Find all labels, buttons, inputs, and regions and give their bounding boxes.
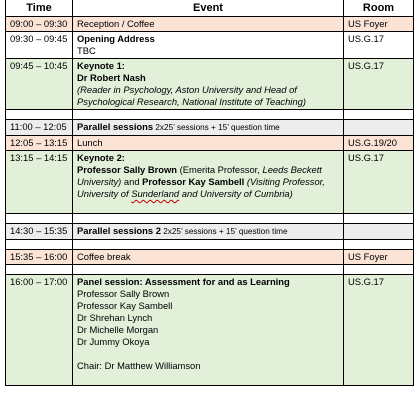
event-title: Keynote 1:	[77, 60, 125, 71]
speaker-affiliation: University of	[77, 188, 132, 199]
table-row	[6, 59, 414, 110]
time-cell: 13:15 – 14:15	[6, 151, 73, 214]
speaker-name: Professor Kay Sambell	[142, 176, 245, 187]
table-header-row	[6, 0, 414, 17]
panelist-name: Professor Sally Brown	[77, 288, 170, 299]
room-cell: US.G.17	[344, 59, 414, 110]
table-row	[6, 136, 414, 151]
room-cell: US Foyer	[344, 17, 414, 32]
speaker-affiliation: (Visiting Professor,	[244, 176, 325, 187]
spacer-row	[6, 110, 414, 120]
speaker-affiliation: Sunderland	[131, 188, 180, 199]
room-cell: US.G.17	[344, 275, 414, 386]
time-cell: 09:00 – 09:30	[6, 17, 73, 32]
event-cell	[73, 32, 344, 59]
event-cell	[73, 224, 344, 240]
spacer-row	[6, 240, 414, 250]
speaker-affiliation: Psychological Research, National Institute of Teaching)	[77, 96, 306, 107]
event-cell	[73, 275, 344, 386]
speaker-affiliation: University)	[77, 176, 122, 187]
event-cell: Lunch	[73, 136, 344, 151]
event-title: Opening Address	[77, 33, 155, 44]
event-cell	[73, 59, 344, 110]
time-cell: 11:00 – 12:05	[6, 120, 73, 136]
time-cell: 09:30 – 09:45	[6, 32, 73, 59]
event-title: Panel session: Assessment for and as Learning	[77, 276, 290, 287]
table-row	[6, 250, 414, 265]
chair-name: Chair: Dr Matthew Williamson	[77, 360, 201, 371]
room-cell: US.G.17	[344, 32, 414, 59]
event-title: Keynote 2:	[77, 152, 125, 163]
table-row	[6, 224, 414, 240]
event-title: Parallel sessions	[77, 121, 154, 132]
room-cell: US.G.17	[344, 151, 414, 214]
header-time: Time	[6, 0, 73, 17]
speaker-affiliation: and University of Cumbria)	[179, 188, 293, 199]
event-subtitle: TBC	[77, 45, 96, 56]
header-room: Room	[344, 0, 414, 17]
event-cell: Reception / Coffee	[73, 17, 344, 32]
panelist-name: Professor Kay Sambell	[77, 300, 173, 311]
event-detail: 2x25’ sessions + 15’ question time	[153, 123, 280, 132]
event-cell	[73, 120, 344, 136]
event-detail: 2x25’ sessions + 15’ question time	[160, 227, 288, 236]
table-row	[6, 151, 414, 214]
time-cell: 15:35 – 16:00	[6, 250, 73, 265]
event-cell	[73, 151, 344, 214]
table-row	[6, 275, 414, 386]
room-cell: US.G.19/20	[344, 136, 414, 151]
event-title: Parallel sessions 2	[77, 225, 161, 236]
speaker-affiliation: Leeds Beckett	[262, 164, 322, 175]
table-row	[6, 120, 414, 136]
conjunction: and	[121, 176, 143, 187]
speaker-name: Dr Robert Nash	[77, 72, 146, 83]
time-cell: 09:45 – 10:45	[6, 59, 73, 110]
header-event: Event	[73, 0, 344, 17]
time-cell: 14:30 – 15:35	[6, 224, 73, 240]
room-cell	[344, 120, 414, 136]
room-cell: US Foyer	[344, 250, 414, 265]
panelist-name: Dr Shrehan Lynch	[77, 312, 153, 323]
speaker-affiliation: (Emerita Professor,	[177, 164, 263, 175]
panelist-name: Dr Michelle Morgan	[77, 324, 159, 335]
event-cell: Coffee break	[73, 250, 344, 265]
time-cell: 12:05 – 13:15	[6, 136, 73, 151]
table-row	[6, 32, 414, 59]
table-row	[6, 17, 414, 32]
spacer-row	[6, 214, 414, 224]
schedule-table	[5, 0, 414, 386]
room-cell	[344, 224, 414, 240]
speaker-affiliation: (Reader in Psychology, Aston University and Head of	[77, 84, 297, 95]
speaker-name: Professor Sally Brown	[77, 164, 178, 175]
spacer-row	[6, 265, 414, 275]
time-cell: 16:00 – 17:00	[6, 275, 73, 386]
panelist-name: Dr Jummy Okoya	[77, 336, 150, 347]
